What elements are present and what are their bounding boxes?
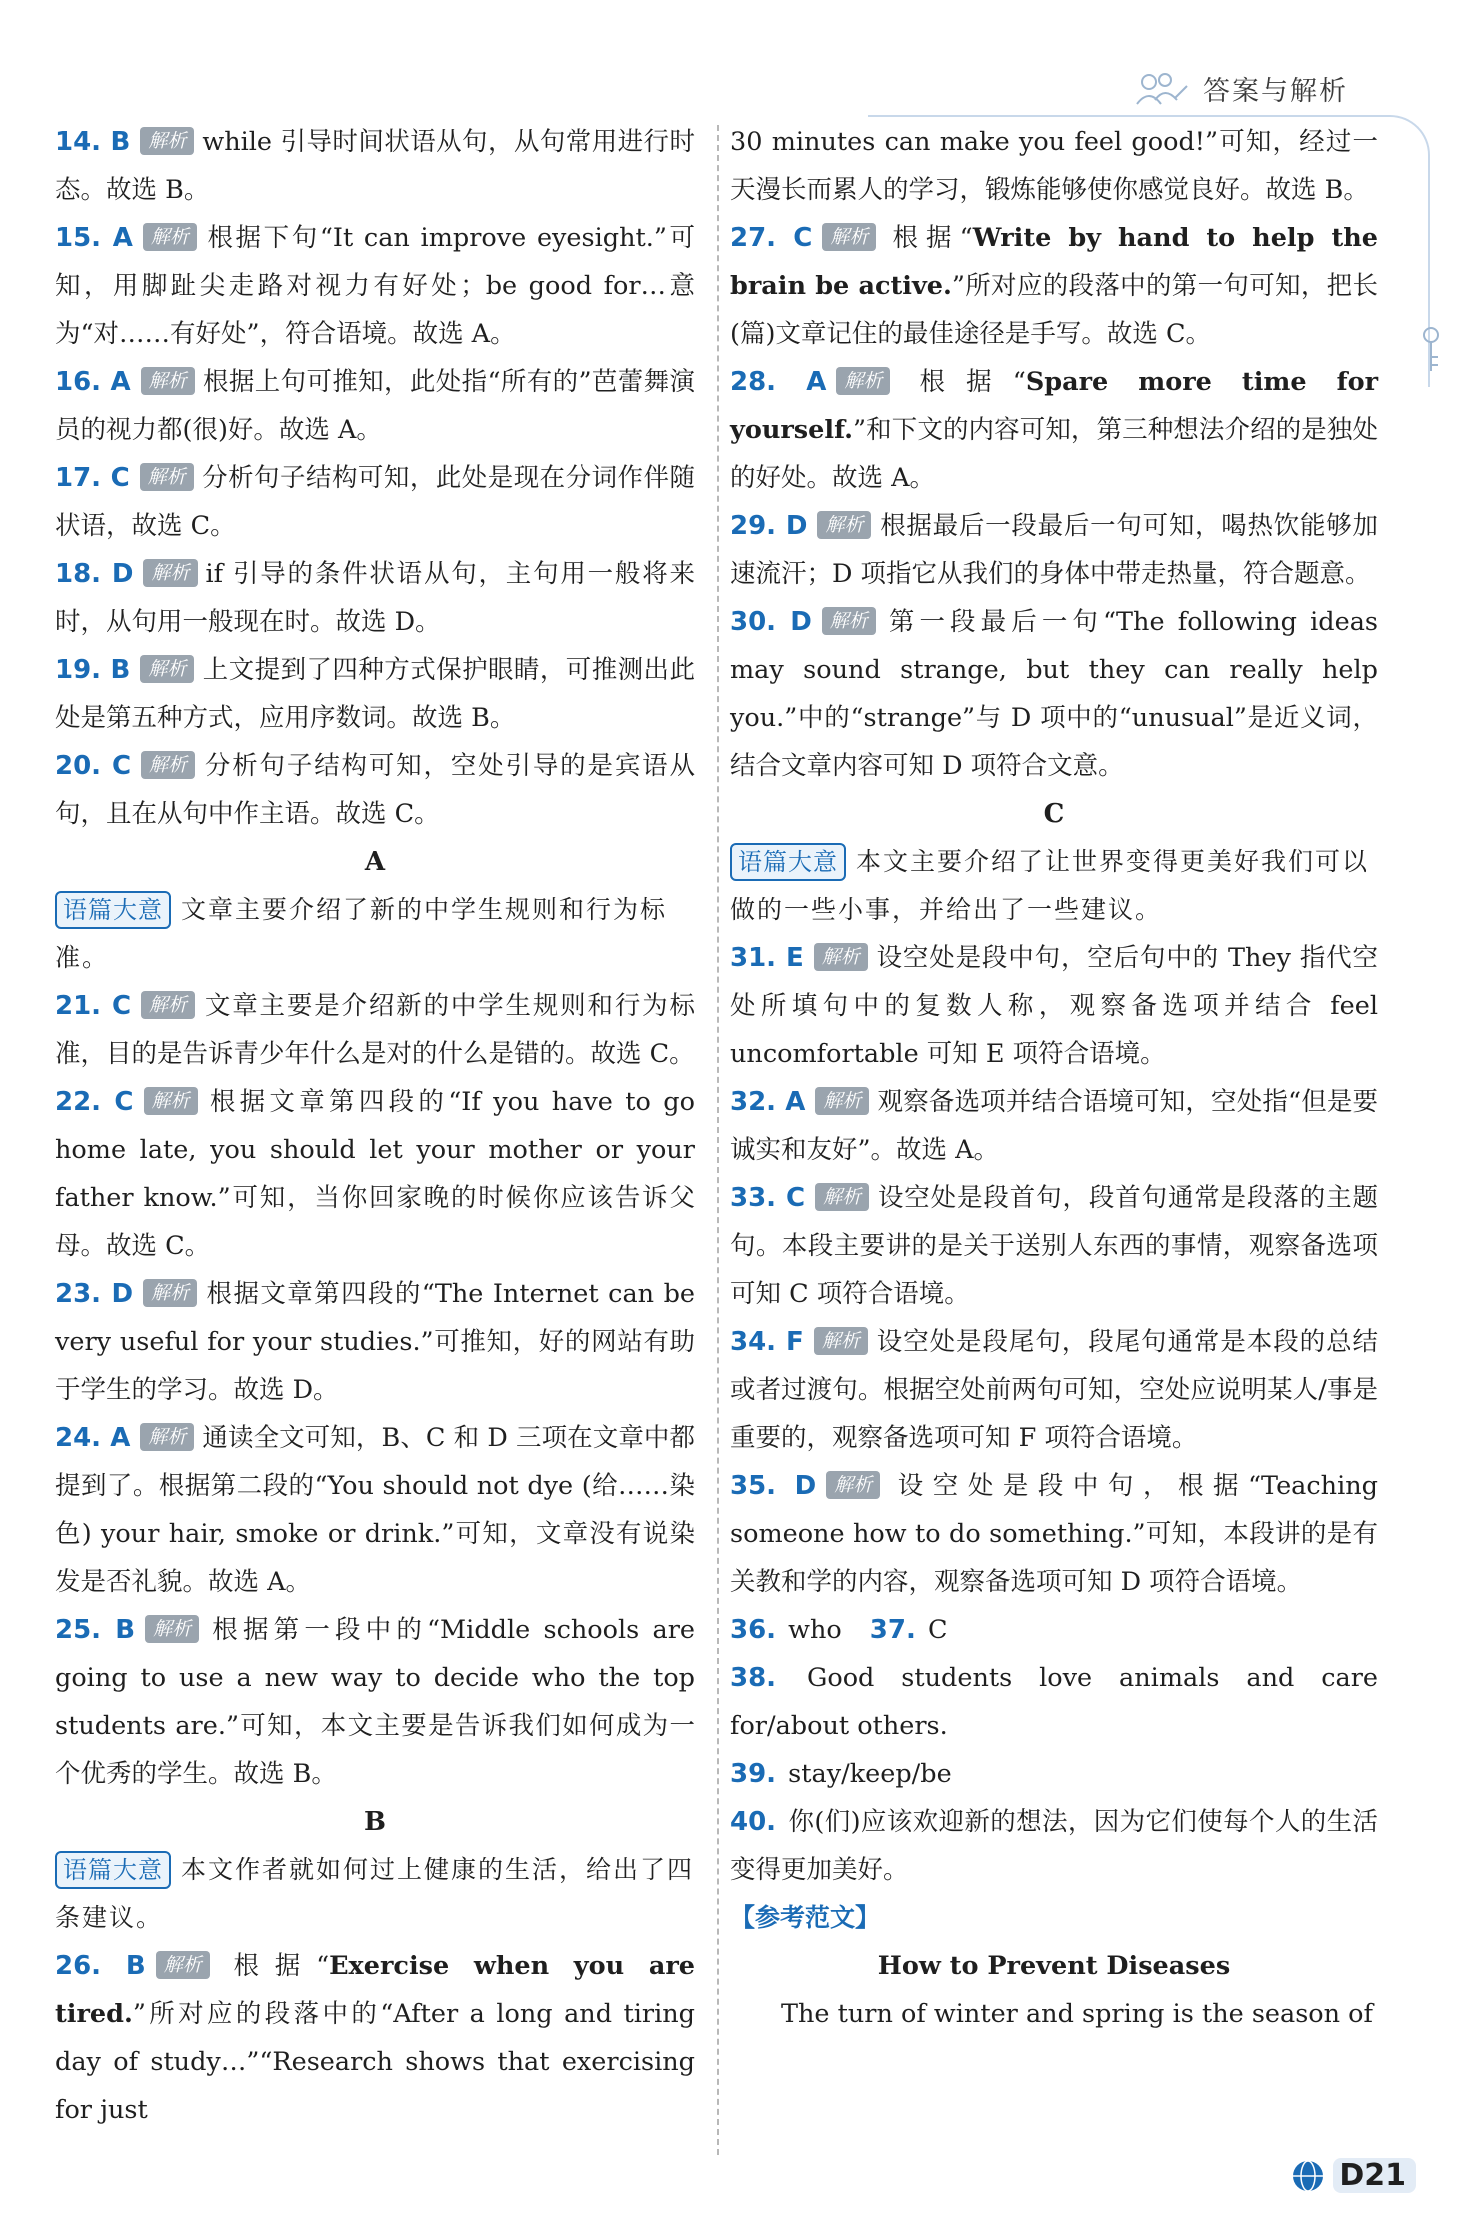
answer-entry [55, 454, 695, 550]
quoted-heading: Exercise when you are tired. [55, 1951, 695, 2029]
answer-entry [55, 214, 695, 358]
answer-text: 根据文章第四段的“The Internet can be very useful for your studies.”可推知，好的网站有助于学生的学习。故选 D。 [55, 1279, 695, 1405]
analysis-badge: 解析 [140, 463, 194, 491]
answer-text: 根据上句可推知，此处指“所有的”芭蕾舞演员的视力都(很)好。故选 A。 [55, 367, 696, 445]
question-number: 39. [730, 1759, 777, 1789]
passage-summary [55, 1846, 695, 1942]
analysis-badge: 解析 [822, 223, 876, 251]
summary-text: 本文作者就如何过上健康的生活，给出了四条建议。 [55, 1855, 695, 1932]
answer-entry [55, 1942, 695, 2134]
answer-text: 观察备选项并结合语境可知，空处指“但是要诚实和友好”。故选 A。 [730, 1087, 1378, 1165]
question-number: 25. B [55, 1615, 136, 1645]
answer-entry [730, 598, 1378, 790]
answer-entry [55, 742, 695, 838]
answer-entry [730, 214, 1378, 358]
answer-text: 设空处是段中句，根据“Teaching someone how to do something.”可知，本段讲的是有关教和学的内容，观察备选项可知 D 项符合语境。 [730, 1471, 1378, 1597]
answer-entry [730, 358, 1378, 502]
analysis-badge: 解析 [815, 1183, 869, 1211]
summary-label: 语篇大意 [55, 1851, 171, 1889]
answer-text: C [919, 1615, 948, 1645]
question-number: 22. C [55, 1087, 134, 1117]
question-number: 32. A [730, 1087, 806, 1117]
essay-title: How to Prevent Diseases [877, 1951, 1231, 1981]
answer-text: 根据下句“It can improve eyesight.”可知，用脚趾尖走路对视力有好处；be good for…意为“对……有好处”，符合语境。故选 A。 [55, 223, 696, 349]
answer-entry [55, 1078, 695, 1270]
question-number: 17. C [55, 463, 130, 493]
summary-text: 本文主要介绍了让世界变得更美好我们可以做的一些小事，并给出了一些建议。 [730, 847, 1370, 924]
answer-text: 设空处是段尾句，段尾句通常是本段的总结或者过渡句。根据空处前两句可知，空处应说明某人/事是重要的，观察备选项可知 F 项符合语境。 [730, 1327, 1378, 1453]
reference-essay-label: 【参考范文】 [730, 1903, 881, 1932]
question-number: 29. D [730, 511, 808, 541]
left-column [55, 118, 695, 2134]
passage-summary [55, 886, 695, 982]
answer-entry [55, 358, 695, 454]
question-number: 33. C [730, 1183, 806, 1213]
question-number: 16. A [55, 367, 131, 397]
question-number: 15. A [55, 223, 133, 253]
quoted-heading: Write by hand to help the brain be active. [730, 223, 1378, 301]
answer-text-prefix: 根据“ [884, 223, 973, 253]
question-number: 30. D [730, 607, 812, 637]
answer-text: who [780, 1615, 842, 1645]
answer-text: ”和下文的内容可知，第三种想法介绍的是独处的好处。故选 A。 [730, 415, 1378, 493]
summary-label: 语篇大意 [730, 843, 846, 881]
answer-entry [730, 1654, 1378, 1750]
page-number-label: D21 [1333, 2158, 1416, 2193]
answer-entry [730, 1318, 1378, 1462]
analysis-badge: 解析 [826, 1471, 880, 1499]
answer-entry [55, 1414, 695, 1606]
answer-text: 文章主要是介绍新的中学生规则和行为标准，目的是告诉青少年什么是对的什么是错的。故选 C。 [55, 991, 695, 1069]
header-title: 答案与解析 [1203, 75, 1348, 107]
analysis-badge: 解析 [144, 1087, 198, 1115]
answer-text: 上文提到了四种方式保护眼睛，可推测出此处是第五种方式，应用序数词。故选 B。 [55, 655, 695, 733]
analysis-badge: 解析 [140, 1423, 194, 1451]
question-number: 26. B [55, 1951, 146, 1981]
answer-text: 分析句子结构可知，空处引导的是宾语从句，且在从句中作主语。故选 C。 [55, 751, 695, 829]
passage-letter: A [364, 847, 386, 877]
question-number: 40. [730, 1807, 777, 1837]
quoted-heading: Spare more time for yourself. [730, 367, 1379, 445]
summary-label: 语篇大意 [55, 891, 171, 929]
answer-continuation: 30 minutes can make you feel good!”可知，经过一天漫长而累人的学习，锻炼能够使你感觉良好。故选 B。 [730, 127, 1378, 205]
page-number [1291, 2158, 1416, 2193]
answer-text: 根据最后一段最后一句可知，喝热饮能够加速流汗；D 项指它从我们的身体中带走热量，符合题意。 [730, 511, 1378, 589]
answer-text: 根据第一段中的“Middle schools are going to use a new way to decide who the top students are.”可知，本文主要是告诉我们如何成为一个优秀的学生。故选 B。 [55, 1615, 695, 1789]
analysis-badge: 解析 [817, 511, 871, 539]
answer-text: ”所对应的段落中的第一句可知，把长(篇)文章记住的最佳途径是手写。故选 C。 [730, 271, 1378, 349]
people-icon [1129, 68, 1189, 108]
answer-text: Good students love animals and care for/about others. [730, 1663, 1378, 1741]
answer-entry [55, 1606, 695, 1798]
answer-entry [55, 1270, 695, 1414]
answer-text: ”所对应的段落中的“After a long and tiring day of study…”“Research shows that exercising for just [55, 1999, 695, 2125]
answer-text: 第一段最后一句“The following ideas may sound strange, but they can really help you.”中的“strange”与 D 项中的“unusual”是近义词，结合文章内容可知 D 项符合文意。 [730, 607, 1378, 781]
analysis-badge: 解析 [145, 1615, 199, 1643]
answer-entry [730, 1606, 1378, 1654]
answer-entry [730, 934, 1378, 1078]
question-number: 27. C [730, 223, 813, 253]
question-number: 31. E [730, 943, 804, 973]
analysis-badge: 解析 [141, 367, 195, 395]
question-number: 37. [869, 1615, 916, 1645]
question-number: 36. [730, 1615, 777, 1645]
question-number: 24. A [55, 1423, 131, 1453]
answer-entry [730, 1078, 1378, 1174]
analysis-badge: 解析 [140, 655, 194, 683]
answer-text: 通读全文可知，B、C 和 D 三项在文章中都提到了。根据第二段的“You should not dye (给……染色) your hair, smoke or drink.”可知，文章没有说染发是否礼貌。故选 A。 [55, 1423, 696, 1597]
answer-entry [730, 1462, 1378, 1606]
page-header [1129, 68, 1348, 108]
passage-letter: B [364, 1807, 386, 1837]
answer-entry [730, 1750, 1378, 1798]
passage-summary [730, 838, 1378, 934]
answer-text: 根据文章第四段的“If you have to go home late, you should let your mother or your father know.”可知，当你回家晚的时候你应该告诉父母。故选 C。 [55, 1087, 695, 1261]
question-number: 20. C [55, 751, 132, 781]
question-number: 38. [730, 1663, 777, 1693]
answer-entry [55, 550, 695, 646]
question-number: 18. D [55, 559, 134, 589]
answer-entry [55, 982, 695, 1078]
answer-text: while 引导时间状语从句，从句常用进行时态。故选 B。 [55, 127, 695, 205]
question-number: 35. D [730, 1471, 817, 1501]
right-column [730, 118, 1378, 2038]
answer-text: stay/keep/be [780, 1759, 952, 1789]
analysis-badge: 解析 [156, 1951, 210, 1979]
answer-entry [730, 1174, 1378, 1318]
analysis-badge: 解析 [822, 607, 876, 635]
answer-text: 你(们)应该欢迎新的想法，因为它们使每个人的生活变得更加美好。 [730, 1807, 1378, 1885]
answer-entry [55, 646, 695, 742]
answer-entry [730, 502, 1378, 598]
answer-text-prefix: 根据“ [898, 367, 1026, 397]
analysis-badge: 解析 [814, 1327, 868, 1355]
question-number: 19. B [55, 655, 131, 685]
question-number: 34. F [730, 1327, 804, 1357]
question-number: 28. A [730, 367, 827, 397]
analysis-badge: 解析 [141, 991, 195, 1019]
analysis-badge: 解析 [140, 127, 194, 155]
column-divider [717, 125, 719, 2155]
question-number: 23. D [55, 1279, 134, 1309]
answer-text: if 引导的条件状语从句，主句用一般将来时，从句用一般现在时。故选 D。 [55, 559, 695, 637]
summary-text: 文章主要介绍了新的中学生规则和行为标准。 [55, 895, 668, 972]
bookmark-icon [1416, 325, 1446, 375]
answer-text: 设空处是段中句，空后句中的 They 指代空处所填句中的复数人称，观察备选项并结合 feel uncomfortable 可知 E 项符合语境。 [730, 943, 1379, 1069]
essay-paragraph: The turn of winter and spring is the season of [781, 1999, 1373, 2029]
analysis-badge: 解析 [143, 559, 197, 587]
answer-entry [730, 1798, 1378, 1894]
analysis-badge: 解析 [143, 1279, 197, 1307]
analysis-badge: 解析 [143, 223, 197, 251]
globe-icon [1291, 2159, 1325, 2193]
answer-text: 设空处是段首句，段首句通常是段落的主题句。本段主要讲的是关于送别人东西的事情，观察备选项可知 C 项符合语境。 [730, 1183, 1378, 1309]
answer-text: 分析句子结构可知，此处是现在分词作伴随状语，故选 C。 [55, 463, 695, 541]
analysis-badge: 解析 [141, 751, 195, 779]
analysis-badge: 解析 [814, 943, 868, 971]
passage-letter: C [1043, 799, 1065, 829]
answer-text-prefix: 根据“ [217, 1951, 330, 1981]
analysis-badge: 解析 [836, 367, 890, 395]
analysis-badge: 解析 [815, 1087, 869, 1115]
question-number: 21. C [55, 991, 132, 1021]
question-number: 14. B [55, 127, 131, 157]
answer-entry [55, 118, 695, 214]
